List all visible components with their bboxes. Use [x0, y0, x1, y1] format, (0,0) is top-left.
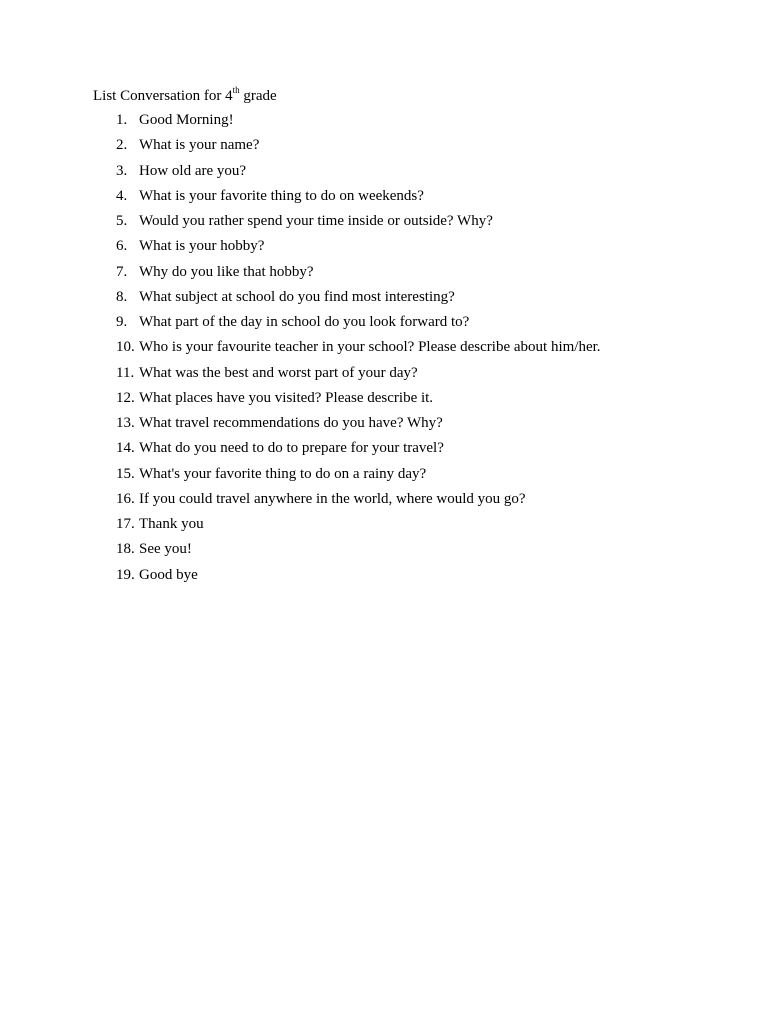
item-text: See you! — [139, 541, 192, 558]
item-text: What travel recommendations do you have? Why? — [139, 415, 443, 431]
item-text: What part of the day in school do you look forward to? — [139, 314, 470, 330]
item-number: 18. — [116, 541, 135, 558]
item-text: Good bye — [139, 566, 198, 583]
item-number: 1. — [116, 112, 128, 128]
item-number: 8. — [116, 288, 128, 305]
item-number: 15. — [116, 465, 135, 482]
item-number: 2. — [116, 137, 128, 154]
item-text: What is your name? — [139, 137, 260, 154]
item-text: What subject at school do you find most interesting? — [139, 288, 455, 305]
item-number: 19. — [116, 566, 135, 583]
item-number: 7. — [116, 263, 128, 280]
document-title — [93, 86, 277, 106]
item-text: What's your favorite thing to do on a rainy day? — [139, 465, 427, 482]
item-text: Good Morning! — [139, 112, 234, 128]
item-text: How old are you? — [139, 162, 247, 179]
item-text: What is your favorite thing to do on weekends? — [139, 187, 424, 204]
item-text: Why do you like that hobby? — [139, 263, 314, 280]
item-number: 9. — [116, 314, 128, 330]
item-number: 11. — [116, 364, 135, 381]
item-number: 17. — [116, 516, 135, 532]
item-number: 4. — [116, 187, 128, 204]
item-text: What places have you visited? Please describe it. — [139, 389, 434, 406]
item-text: What was the best and worst part of your day? — [139, 364, 418, 381]
item-text: If you could travel anywhere in the world, where would you go? — [139, 490, 526, 507]
item-text: Thank you — [139, 516, 204, 532]
item-number: 10. — [116, 339, 135, 356]
item-text: What is your hobby? — [139, 238, 265, 255]
item-text: What do you need to do to prepare for your travel? — [139, 440, 444, 457]
item-number: 12. — [116, 389, 135, 406]
item-number: 5. — [116, 213, 128, 229]
item-text: Would you rather spend your time inside or outside? Why? — [139, 213, 493, 229]
title-prefix: List Conversation for 4 — [93, 88, 233, 104]
item-number: 16. — [116, 490, 135, 507]
title-suffix: grade — [239, 88, 277, 104]
item-number: 3. — [116, 162, 128, 179]
item-number: 13. — [116, 415, 135, 431]
item-number: 14. — [116, 440, 135, 457]
title-superscript: th — [232, 85, 240, 95]
item-text: Who is your favourite teacher in your school? Please describe about him/her. — [139, 339, 601, 356]
item-number: 6. — [116, 238, 128, 255]
